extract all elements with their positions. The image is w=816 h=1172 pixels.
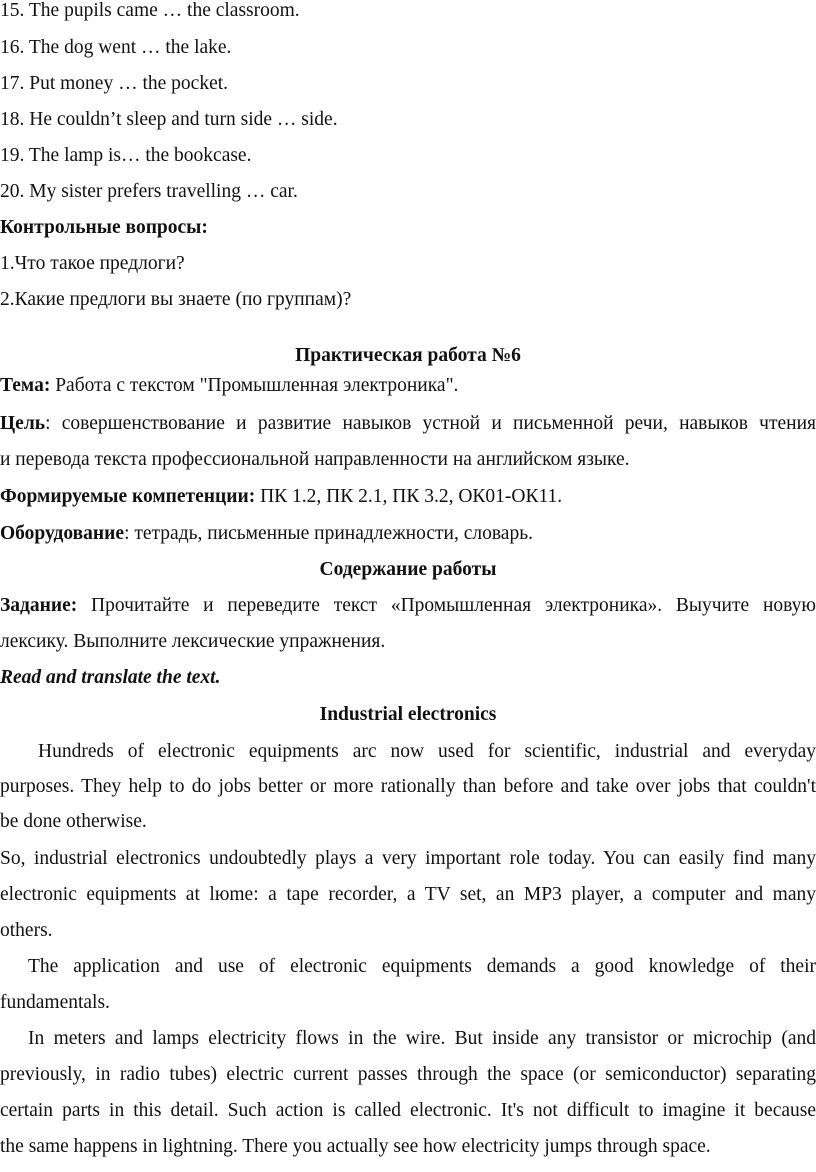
text-title: Industrial electronics <box>319 704 497 725</box>
topic-text: Работа с текстом "Промышленная электроника". <box>50 375 459 396</box>
text-line-7: The application and use of electronic equipments demands a good knowledge of their <box>28 956 816 977</box>
goal-label: Цель <box>0 413 46 434</box>
read-instruction: Read and translate the text. <box>0 667 221 688</box>
equipment-line: Оборудование: тетрадь, письменные принадлежности, словарь. <box>0 523 533 544</box>
competences-line: Формируемые компетенции: ПК 1.2, ПК 2.1, ПК 3.2, ОК01-ОК11. <box>0 486 563 507</box>
text-line-6: others. <box>0 920 53 941</box>
exercise-19: 19. The lamp is… the bookcase. <box>0 145 252 166</box>
practical-work-title: Практическая работа №6 <box>295 345 521 366</box>
exercise-17: 17. Put money … the pocket. <box>0 73 229 94</box>
goal-line-2: и перевода текста профессиональной направленности на английском языке. <box>0 449 630 470</box>
exercise-20: 20. My sister prefers travelling … car. <box>0 181 298 202</box>
text-line-9: In meters and lamps electricity flows in the wire. But inside any transistor or microchip (and <box>28 1028 816 1049</box>
control-question-2: 2.Какие предлоги вы знаете (по группам)? <box>0 289 352 310</box>
exercise-18: 18. He couldn’t sleep and turn side … side. <box>0 109 338 130</box>
task-line-1: Задание: Прочитайте и переведите текст «Промышленная электроника». Выучите новую <box>0 595 816 616</box>
text-line-3: be done otherwise. <box>0 811 147 832</box>
goal-line-1: Цель: совершенствование и развитие навыков устной и письменной речи, навыков чтения <box>0 413 816 434</box>
exercise-16: 16. The dog went … the lake. <box>0 37 232 58</box>
topic-label: Тема: <box>0 375 51 396</box>
task-line-2: лексику. Выполните лексические упражнения. <box>0 631 386 652</box>
competences-label: Формируемые компетенции: <box>0 486 256 507</box>
text-line-12: the same happens in lightning. There you actually see how electricity jumps through space. <box>0 1136 711 1157</box>
task-label: Задание: <box>0 595 78 616</box>
content-title: Содержание работы <box>319 559 497 580</box>
text-line-5: electronic equipments at lюme: a tape recorder, a TV set, an MP3 player, a computer and many <box>0 884 816 905</box>
text-line-8: fundamentals. <box>0 992 110 1013</box>
text-line-11: certain parts in this detail. Such action is called electronic. It's not difficult to imagine it because <box>0 1100 816 1121</box>
text-line-2: purposes. They help to do jobs better or more rationally than before and take over jobs that couldn't <box>0 776 816 797</box>
control-question-1: 1.Что такое предлоги? <box>0 253 185 274</box>
text-line-10: previously, in radio tubes) electric current passes through the space (or semiconductor) separating <box>0 1064 816 1085</box>
text-line-1: Hundreds of electronic equipments arc now used for scientific, industrial and everyday <box>38 741 816 762</box>
equipment-label: Оборудование <box>0 523 125 544</box>
control-questions-heading: Контрольные вопросы: <box>0 217 208 238</box>
text-line-4: So, industrial electronics undoubtedly plays a very important role today. You can easily find many <box>0 848 816 869</box>
exercise-15: 15. The pupils came … the classroom. <box>0 0 300 21</box>
topic-line <box>0 374 458 398</box>
